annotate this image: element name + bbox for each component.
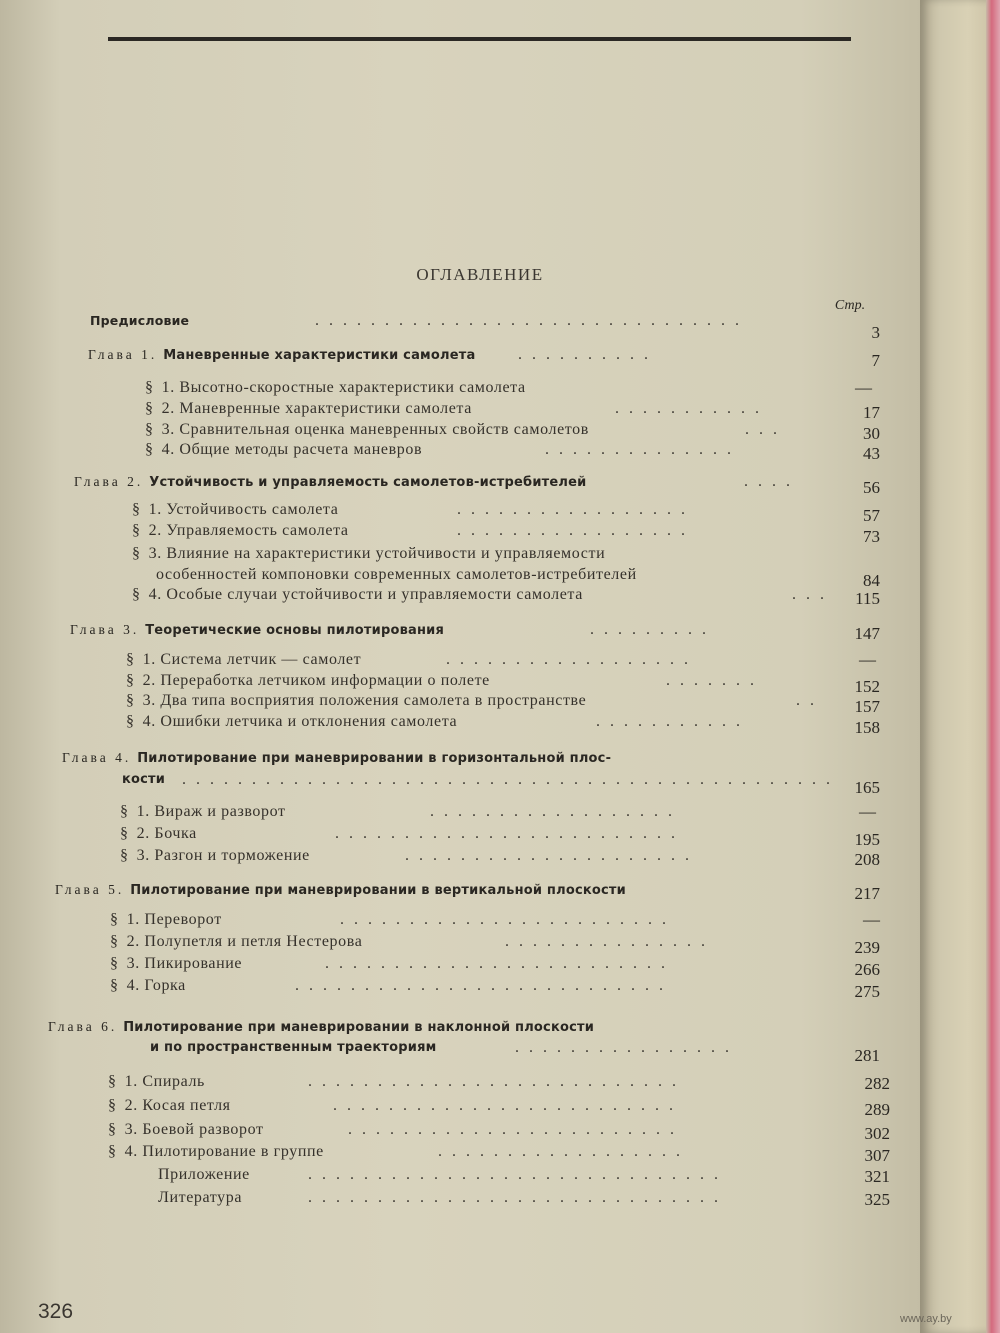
section-sign: § bbox=[126, 672, 135, 689]
page-number: 266 bbox=[854, 960, 880, 979]
section-sign: § bbox=[108, 1073, 117, 1090]
dot-leader: . . . . . . . . . . . . . . . . . . bbox=[446, 651, 691, 668]
book-cover-edge bbox=[986, 0, 1000, 1333]
toc-entry-literature bbox=[158, 1188, 890, 1208]
toc-entry-chapter-4-continued bbox=[122, 770, 880, 797]
chapter-prefix: Глава 1. bbox=[88, 347, 158, 362]
chapter-title: и по пространственным траекториям bbox=[150, 1040, 437, 1055]
section-sign: § bbox=[110, 955, 119, 972]
section-sign: § bbox=[110, 977, 119, 994]
chapter-prefix: Глава 4. bbox=[62, 750, 132, 765]
toc-entry-section bbox=[132, 500, 880, 525]
entry-label: Приложение bbox=[158, 1166, 250, 1183]
dot-leader: . . . . . . . . . . . . . . . . . . . . . . . . . . . . . . bbox=[308, 1166, 721, 1183]
toc-entry-section bbox=[145, 420, 880, 443]
toc-entry-chapter-3 bbox=[70, 620, 880, 643]
page-number: 157 bbox=[854, 697, 880, 716]
page-number: — bbox=[855, 378, 872, 397]
dot-leader: . . . . . . . . . . . . . . . . . . . . . . . . . bbox=[325, 955, 668, 972]
dot-leader: . . . bbox=[792, 586, 827, 603]
toc-entry-section bbox=[110, 976, 880, 1001]
dot-leader: . . . . . . . . . . . . . . . . . . . . . . . . . . . bbox=[308, 1073, 679, 1090]
toc-entry-section bbox=[126, 650, 880, 670]
toc-entry-section bbox=[126, 712, 880, 737]
section-label: 2. Полупетля и петля Нестерова bbox=[126, 933, 363, 950]
page-number: 43 bbox=[863, 444, 880, 463]
dot-leader: . . . . . . . . . bbox=[590, 621, 709, 638]
entry-label: Литература bbox=[158, 1189, 243, 1206]
dot-leader: . . . . . . . bbox=[666, 672, 757, 689]
page-number: 17 bbox=[863, 403, 880, 422]
page-number: 325 bbox=[864, 1190, 890, 1209]
page-number: 56 bbox=[863, 478, 880, 497]
dot-leader: . . . . . . . . . . . bbox=[615, 400, 762, 417]
header-rule bbox=[108, 37, 851, 41]
dot-leader: . . . . . . . . . . . . . . . . . . . . . . . . . . . . . . bbox=[308, 1189, 721, 1206]
toc-entry-section bbox=[120, 802, 880, 822]
chapter-prefix: Глава 6. bbox=[48, 1019, 118, 1034]
section-label: 4. Общие методы расчета маневров bbox=[161, 441, 423, 458]
page-number: — bbox=[859, 802, 876, 821]
dot-leader: . . . . . . . . . . . . . . . . . . . . . . . . bbox=[340, 911, 669, 928]
page-number: 195 bbox=[854, 830, 880, 849]
toc-entry-section bbox=[108, 1120, 890, 1143]
toc-entry-section bbox=[126, 691, 880, 716]
section-sign: § bbox=[110, 911, 119, 928]
toc-entry-section bbox=[120, 824, 880, 849]
section-label: 3. Влияние на характеристики устойчивости и управляемости bbox=[148, 545, 606, 562]
section-sign: § bbox=[132, 545, 141, 562]
page-number: 321 bbox=[864, 1167, 890, 1186]
dot-leader: . . . . . . . . . . . . . . . . . . . . . . . . . bbox=[333, 1097, 676, 1114]
page-number: 158 bbox=[854, 718, 880, 737]
page-number-footer: 326 bbox=[38, 1300, 74, 1323]
dot-leader: . . . . . . . . . . . . . . . . . . bbox=[438, 1143, 683, 1160]
toc-entry-chapter-5 bbox=[55, 880, 880, 903]
toc-entry-section bbox=[108, 1072, 890, 1092]
chapter-title: Пилотирование при маневрировании в горизонтальной плос- bbox=[137, 751, 612, 766]
section-label: 3. Разгон и торможение bbox=[136, 847, 310, 864]
toc-entry-section bbox=[110, 910, 880, 930]
section-sign: § bbox=[132, 522, 141, 539]
section-sign: § bbox=[108, 1097, 117, 1114]
page-number: 302 bbox=[864, 1124, 890, 1143]
section-label: 2. Бочка bbox=[136, 825, 197, 842]
section-sign: § bbox=[145, 421, 154, 438]
toc-entry-section bbox=[145, 399, 880, 422]
toc-entry-section bbox=[110, 932, 880, 957]
dot-leader: . . . . . . . . . . . . . . . . . bbox=[457, 501, 688, 518]
section-label: 3. Боевой разворот bbox=[124, 1121, 264, 1138]
toc-entry-section bbox=[132, 544, 880, 564]
section-sign: § bbox=[132, 501, 141, 518]
toc-entry-section bbox=[132, 585, 880, 608]
section-sign: § bbox=[110, 933, 119, 950]
page-number: 165 bbox=[854, 778, 880, 797]
page-number: 282 bbox=[864, 1074, 890, 1093]
dot-leader: . . . . . . . . . . bbox=[518, 346, 651, 363]
page-number: — bbox=[859, 650, 876, 669]
page-number: 275 bbox=[854, 982, 880, 1001]
section-sign: § bbox=[126, 692, 135, 709]
page-number: 217 bbox=[854, 884, 880, 903]
section-label: 3. Два типа восприятия положения самолета в пространстве bbox=[142, 692, 587, 709]
dot-leader: . . . . . . . . . . . . . . . . . . . . . . . . bbox=[348, 1121, 677, 1138]
dot-leader: . . . . . . . . . . . . . . . . . . . . . . . . . . . . . . . bbox=[315, 312, 742, 329]
section-sign: § bbox=[145, 379, 154, 396]
chapter-title: Маневренные характеристики самолета bbox=[163, 348, 476, 363]
dot-leader: . . . . bbox=[744, 473, 793, 490]
section-sign: § bbox=[108, 1143, 117, 1160]
section-label: 1. Переворот bbox=[126, 911, 222, 928]
dot-leader: . . . . . . . . . . . . . . . . . bbox=[457, 522, 688, 539]
section-label: 1. Спираль bbox=[124, 1073, 205, 1090]
page-number: 84 bbox=[863, 571, 880, 590]
toc-entry-chapter-6-continued bbox=[150, 1038, 880, 1065]
section-sign: § bbox=[126, 713, 135, 730]
section-label: 1. Высотно-скоростные характеристики самолета bbox=[161, 379, 526, 396]
toc-entry-section bbox=[108, 1142, 890, 1165]
dot-leader: . . . . . . . . . . . . . . . . . . . . . . . . . . . . . . . . . . . . . . . . . . . . . . . bbox=[182, 771, 833, 788]
section-label: 4. Ошибки летчика и отклонения самолета bbox=[142, 713, 458, 730]
page-number: 152 bbox=[854, 677, 880, 696]
chapter-title: Пилотирование при маневрировании в наклонной плоскости bbox=[123, 1020, 595, 1035]
section-label: 2. Управляемость самолета bbox=[148, 522, 349, 539]
page-number: 281 bbox=[854, 1046, 880, 1065]
toc-title: ОГЛАВЛЕНИЕ bbox=[416, 265, 544, 284]
toc-entry-section bbox=[132, 521, 880, 546]
section-sign: § bbox=[120, 825, 129, 842]
page-number: 208 bbox=[854, 850, 880, 869]
section-label: особенностей компоновки современных самолетов-истребителей bbox=[156, 566, 637, 583]
section-label: 2. Косая петля bbox=[124, 1097, 231, 1114]
dot-leader: . . . . . . . . . . . . . . . . bbox=[515, 1039, 732, 1056]
toc-entry-appendix bbox=[158, 1165, 890, 1185]
toc-entry-section-continued bbox=[156, 565, 880, 590]
page-number: 307 bbox=[864, 1146, 890, 1165]
toc-entry-section bbox=[120, 846, 880, 869]
section-label: 2. Маневренные характеристики самолета bbox=[161, 400, 472, 417]
section-label: 4. Горка bbox=[126, 977, 186, 994]
chapter-title: Теоретические основы пилотирования bbox=[145, 623, 445, 638]
chapter-prefix: Глава 5. bbox=[55, 882, 125, 897]
section-sign: § bbox=[126, 651, 135, 668]
page-number: 73 bbox=[863, 527, 880, 546]
toc-entry-section bbox=[108, 1096, 890, 1119]
dot-leader: . . . . . . . . . . . . . . . bbox=[505, 933, 708, 950]
dot-leader: . . . . . . . . . . . . . . bbox=[545, 441, 734, 458]
section-sign: § bbox=[145, 400, 154, 417]
watermark: www.ay.by bbox=[900, 1313, 952, 1325]
section-label: 3. Сравнительная оценка маневренных свойств самолетов bbox=[161, 421, 589, 438]
toc-entry-chapter-1 bbox=[88, 345, 880, 370]
page-number: — bbox=[863, 910, 880, 929]
dot-leader: . . . . . . . . . . . . . . . . . . . . . . . . . bbox=[335, 825, 678, 842]
section-label: 4. Пилотирование в группе bbox=[124, 1143, 324, 1160]
page-number: 115 bbox=[855, 589, 880, 608]
section-sign: § bbox=[145, 441, 154, 458]
page-number: 30 bbox=[863, 424, 880, 443]
section-sign: § bbox=[132, 586, 141, 603]
dot-leader: . . . . . . . . . . . . . . . . . . . . . bbox=[405, 847, 692, 864]
section-label: 4. Особые случаи устойчивости и управляемости самолета bbox=[148, 586, 583, 603]
dot-leader: . . bbox=[796, 692, 817, 709]
section-label: 2. Переработка летчиком информации о полете bbox=[142, 672, 490, 689]
page-number: 239 bbox=[854, 938, 880, 957]
section-label: 1. Система летчик — самолет bbox=[142, 651, 362, 668]
section-label: 1. Вираж и разворот bbox=[136, 803, 286, 820]
section-sign: § bbox=[120, 847, 129, 864]
toc-entry-chapter-4 bbox=[62, 748, 880, 768]
section-sign: § bbox=[108, 1121, 117, 1138]
page-number: 3 bbox=[871, 323, 880, 342]
chapter-title: кости bbox=[122, 772, 166, 787]
dot-leader: . . . . . . . . . . . . . . . . . . bbox=[430, 803, 675, 820]
page-number: 57 bbox=[863, 506, 880, 525]
toc-entry-chapter-2 bbox=[74, 472, 880, 497]
entry-label: Предисловие bbox=[90, 313, 190, 328]
page-number: 147 bbox=[854, 624, 880, 643]
chapter-prefix: Глава 3. bbox=[70, 622, 140, 637]
toc-entry-preface bbox=[90, 311, 880, 342]
section-sign: § bbox=[120, 803, 129, 820]
chapter-title: Пилотирование при маневрировании в вертикальной плоскости bbox=[130, 883, 626, 898]
toc-entry-section bbox=[126, 671, 880, 696]
toc-entry-section bbox=[145, 378, 880, 398]
toc-entry-chapter-6 bbox=[48, 1017, 880, 1037]
page-number: 7 bbox=[871, 351, 880, 370]
chapter-prefix: Глава 2. bbox=[74, 474, 144, 489]
page-number: 289 bbox=[864, 1100, 890, 1119]
dot-leader: . . . . . . . . . . . . . . . . . . . . . . . . . . . bbox=[295, 977, 666, 994]
chapter-title: Устойчивость и управляемость самолетов-истребителей bbox=[149, 475, 587, 490]
dot-leader: . . . bbox=[745, 421, 780, 438]
page-column-header: Стр. bbox=[834, 298, 866, 313]
section-label: 1. Устойчивость самолета bbox=[148, 501, 339, 518]
dot-leader: . . . . . . . . . . . bbox=[596, 713, 743, 730]
toc-entry-section bbox=[145, 440, 880, 463]
section-label: 3. Пикирование bbox=[126, 955, 243, 972]
toc-entry-section bbox=[110, 954, 880, 979]
